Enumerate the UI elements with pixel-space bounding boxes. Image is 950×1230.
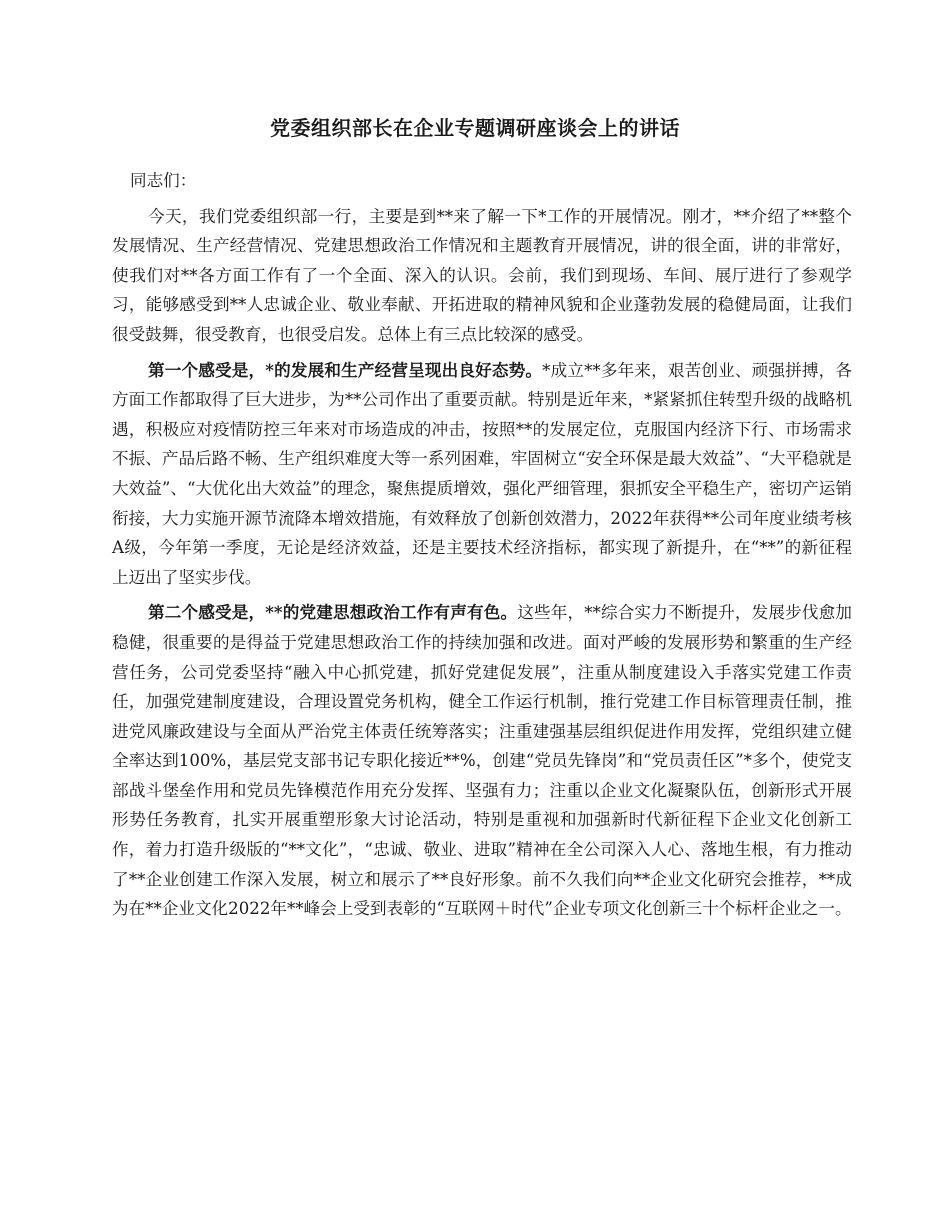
section-text-2: 这些年，**综合实力不断提升，发展步伐愈加稳健，很重要的是得益于党建思想政治工作的持续加强和改进。面对严峻的发展形势和繁重的生产经营任务，公司党委坚持“融入中心抓党建，抓好党建促发展”，注重从制度建设入手落实党建工作责任，加强党建制度建设，合理设置党务机构，健全工作运行机制，推行党建工作目标管理责任制，推进党风廉政建设与全面从严治党主体责任统筹落实；注重建强基层组织促进作用发挥，党组织建立健全率达到100%，基层党支部书记专职化接近**%，创建“党员先锋岗”和“党员责任区”*多个，使党支部战斗堡垒作用和党员先锋模范作用充分发挥、坚强有力；注重以企业文化凝聚队伍，创新形式开展形势任务教育，扎实开展重塑形象大讨论活动，特别是重视和加强新时代新征程下企业文化创新工作，着力打造升级版的“**文化”，“忠诚、敬业、进取”精神在全公司深入人心、落地生根，有力推动了**企业创建工作深入发展，树立和展示了**良好形象。前不久我们向**企业文化研究会推荐，**成为在**企业文化2022年**峰会上受到表彰的“互联网＋时代”企业专项文化创新三十个标杆企业之一。 xyxy=(112,603,852,919)
section-paragraph-2 xyxy=(112,598,852,924)
document-body xyxy=(112,166,852,930)
section-lead-1: 第一个感受是，*的发展和生产经营呈现出良好态势。 xyxy=(148,359,543,380)
section-paragraph-1 xyxy=(112,356,852,593)
section-lead-2: 第二个感受是，**的党建思想政治工作有声有色。 xyxy=(148,602,518,623)
section-text-1: *成立**多年来，艰苦创业、顽强拼搏，各方面工作都取得了巨大进步，为**公司作出了重要贡献。特别是近年来，*紧紧抓住转型升级的战略机遇，积极应对疫情防控三年来对市场造成的冲击，按照**的发展定位，克服国内经济下行、市场需求不振、产品后路不畅、生产组织难度大等一系列困难，牢固树立“安全环保是最大效益”、“大平稳就是大效益”、“大优化出大效益”的理念，聚焦提质增效，强化严细管理，狠抓安全平稳生产，密切产运销衔接，大力实施开源节流降本增效措施，有效释放了创新创效潜力，2022年获得**公司年度业绩考核A级，今年第一季度，无论是经济效益，还是主要技术经济指标，都实现了新提升，在“**”的新征程上迈出了坚实步伐。 xyxy=(112,360,852,587)
document-title: 党委组织部长在企业专题调研座谈会上的讲话 xyxy=(270,116,680,140)
salutation: 同志们： xyxy=(130,171,197,190)
intro-paragraph: 今天，我们党委组织部一行，主要是到**来了解一下*工作的开展情况。刚才，**介绍了**整个发展情况、生产经营情况、党建思想政治工作情况和主题教育开展情况，讲的很全面，讲的非常好，使我们对**各方面工作有了一个全面、深入的认识。会前，我们到现场、车间、展厅进行了参观学习，能够感受到**人忠诚企业、敬业奉献、开拓进取的精神风貌和企业蓬勃发展的稳健局面，让我们很受鼓舞，很受教育，也很受启发。总体上有三点比较深的感受。 xyxy=(112,206,852,344)
